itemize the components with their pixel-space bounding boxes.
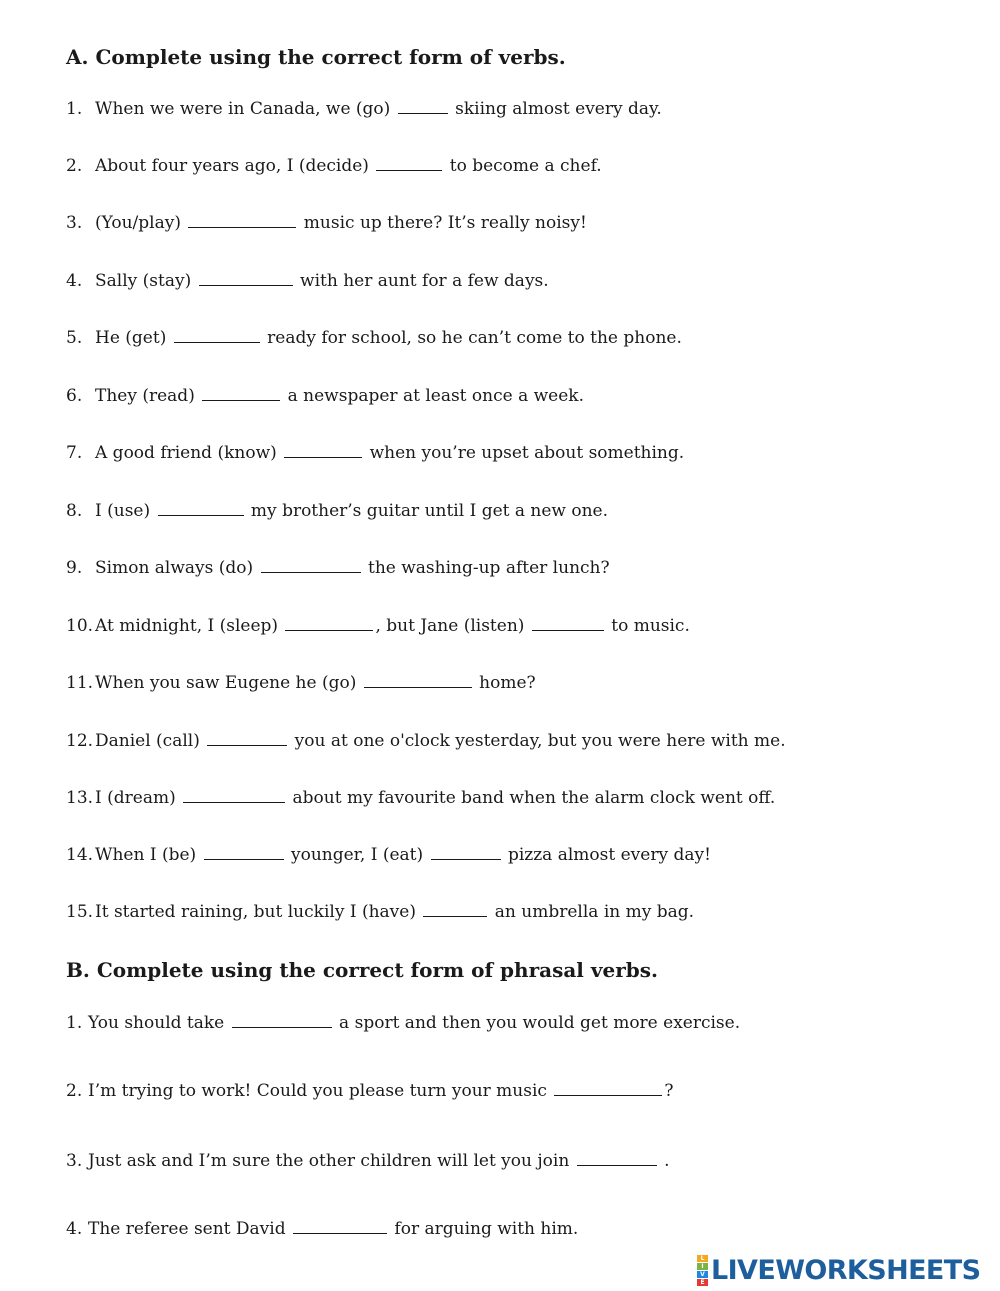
answer-blank[interactable] [423,901,487,917]
item-text: When we were in Canada, we (go) [95,99,396,119]
item-text: They (read) [95,386,201,406]
item-number: 8. [66,501,83,521]
section-a-item-5 [66,327,682,349]
answer-blank[interactable] [285,615,373,631]
answer-blank[interactable] [532,615,604,631]
logo-text: LIVEWORKSHEETS [711,1254,981,1286]
item-text: skiing almost every day. [449,99,662,119]
item-number: 7. [66,443,83,463]
item-text: a sport and then you would get more exercise. [333,1013,741,1033]
item-number: 13. [66,788,94,808]
item-text: At midnight, I (sleep) [95,616,284,636]
item-text: When you saw Eugene he (go) [95,673,362,693]
item-number: 12. [66,731,94,751]
item-number: 1. [66,99,83,119]
item-number: 3. [66,1151,83,1171]
answer-blank[interactable] [204,844,284,860]
item-number: 10. [66,616,94,636]
section-a-heading: A. Complete using the correct form of verbs. [66,45,566,69]
item-number: 14. [66,845,94,865]
item-text: When I (be) [95,845,202,865]
item-text: to music. [605,616,690,636]
liveworksheets-logo [697,1254,980,1286]
item-text: a newspaper at least once a week. [282,386,585,406]
section-a-item-2 [66,155,602,177]
item-text: A good friend (know) [95,443,283,463]
answer-blank[interactable] [554,1080,662,1096]
answer-blank[interactable] [577,1150,657,1166]
item-text: . [658,1151,670,1171]
item-number: 5. [66,328,83,348]
item-text: I’m trying to work! Could you please turn your music [88,1081,553,1101]
item-text: ready for school, so he can’t come to the phone. [261,328,682,348]
section-a-item-15 [66,901,694,923]
item-text: for arguing with him. [389,1219,579,1239]
section-a-item-3 [66,212,587,234]
item-text: the washing-up after lunch? [362,558,610,578]
item-text: , but Jane (listen) [375,616,530,636]
section-a-item-8 [66,500,608,522]
item-text: ? [664,1081,674,1101]
section-a-item-11 [66,672,536,694]
answer-blank[interactable] [202,385,280,401]
item-text: It started raining, but luckily I (have) [95,902,422,922]
item-text: you at one o'clock yesterday, but you were here with me. [289,731,786,751]
section-a-item-13 [66,787,775,809]
answer-blank[interactable] [199,270,293,286]
item-number: 2. [66,1081,83,1101]
item-number: 2. [66,156,83,176]
item-text: an umbrella in my bag. [489,902,695,922]
item-text: pizza almost every day! [502,845,711,865]
item-number: 9. [66,558,83,578]
item-text: music up there? It’s really noisy! [298,213,587,233]
section-b-heading: B. Complete using the correct form of phrasal verbs. [66,958,658,982]
logo-blocks-icon [697,1255,708,1286]
section-a-item-6 [66,385,584,407]
item-text: to become a chef. [444,156,602,176]
item-number: 1. [66,1013,83,1033]
answer-blank[interactable] [261,557,361,573]
answer-blank[interactable] [376,155,442,171]
item-text: Just ask and I’m sure the other children will let you join [88,1151,575,1171]
section-a-item-9 [66,557,610,579]
answer-blank[interactable] [293,1218,387,1234]
section-b-item-1 [66,1012,740,1034]
answer-blank[interactable] [158,500,244,516]
answer-blank[interactable] [207,730,287,746]
item-number: 11. [66,673,94,693]
section-a-item-14 [66,844,711,866]
answer-blank[interactable] [183,787,285,803]
item-text: I (use) [95,501,156,521]
answer-blank[interactable] [364,672,472,688]
section-b-item-2 [66,1080,673,1102]
logo-block: V [697,1271,708,1278]
item-text: He (get) [95,328,172,348]
item-text: You should take [88,1013,230,1033]
item-text: home? [473,673,536,693]
item-text: when you’re upset about something. [364,443,685,463]
item-text: about my favourite band when the alarm clock went off. [287,788,776,808]
item-number: 6. [66,386,83,406]
section-a-item-10 [66,615,690,637]
logo-block: I [697,1263,708,1270]
item-number: 4. [66,1219,83,1239]
answer-blank[interactable] [284,442,362,458]
section-a-item-12 [66,730,786,752]
logo-block: L [697,1255,708,1262]
item-text: Simon always (do) [95,558,259,578]
answer-blank[interactable] [398,98,448,114]
item-text: The referee sent David [88,1219,292,1239]
section-b-item-4 [66,1218,578,1240]
item-text: with her aunt for a few days. [294,271,549,291]
section-b-item-3 [66,1150,669,1172]
item-text: my brother’s guitar until I get a new one. [245,501,609,521]
answer-blank[interactable] [431,844,501,860]
item-number: 4. [66,271,83,291]
item-number: 15. [66,902,94,922]
logo-block: E [697,1279,708,1286]
answer-blank[interactable] [232,1012,332,1028]
section-a-item-4 [66,270,549,292]
section-a-item-1 [66,98,662,120]
answer-blank[interactable] [174,327,260,343]
item-text: Sally (stay) [95,271,197,291]
item-number: 3. [66,213,83,233]
item-text: I (dream) [95,788,182,808]
item-text: Daniel (call) [95,731,206,751]
answer-blank[interactable] [188,212,296,228]
item-text: younger, I (eat) [285,845,429,865]
item-text: About four years ago, I (decide) [95,156,375,176]
item-text: (You/play) [95,213,187,233]
section-a-item-7 [66,442,684,464]
